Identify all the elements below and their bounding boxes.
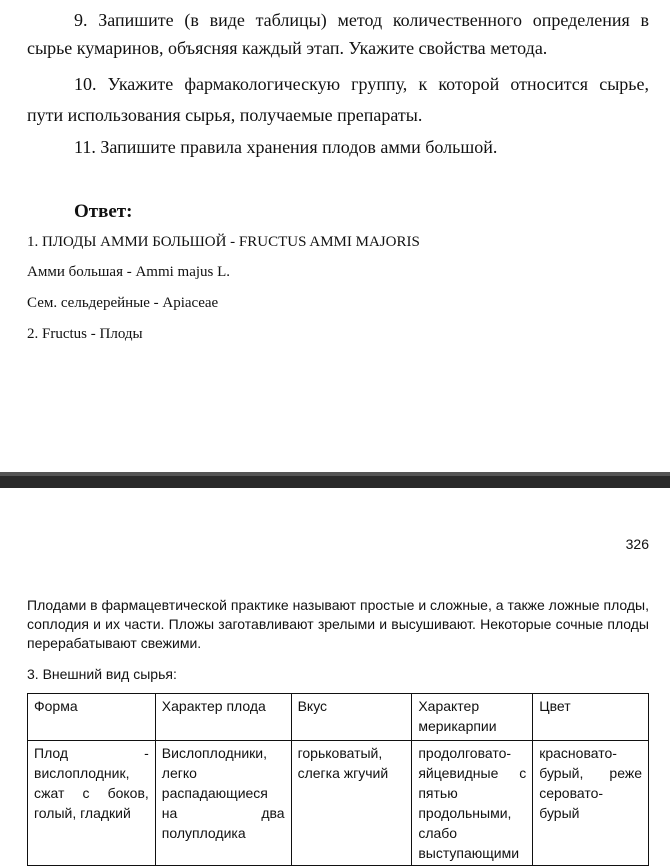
answer-line-2: Амми большая - Ammi majus L. [27, 264, 231, 280]
document-page-bottom [0, 488, 670, 864]
table-header-cell: Вкус [291, 694, 412, 741]
table-cell: красновато-бурый, реже серовато-бурый [533, 741, 649, 866]
question-9-line-2: сырье кумаринов, объясняя каждый этап. Укажите свойства метода. [27, 38, 548, 58]
question-11-line-1: 11. Запишите правила хранения плодов амми большой. [74, 137, 498, 157]
answer-line-4: 2. Fructus - Плоды [27, 326, 143, 342]
table-cell: горьковатый, слегка жгучий [291, 741, 412, 866]
question-10-cont [27, 102, 649, 128]
raw-material-table [27, 693, 649, 866]
question-10-line-2: пути использования сырья, получаемые препараты. [27, 105, 423, 125]
answer-heading: Ответ: [74, 201, 133, 222]
table-cell: Плод - вислоплодник, сжат с боков, голый, гладкий [28, 741, 156, 866]
section-heading: 3. Внешний вид сырья: [27, 666, 177, 682]
table-cell: Вислоплодники, легко распадающиеся на два полуплодика [155, 741, 291, 866]
table-header-cell: Характер мерикарпии [412, 694, 533, 741]
question-11 [27, 134, 649, 160]
table-cell: продолговато-яйцевидные с пятью продольными, слабо выступающими [412, 741, 533, 866]
table-header-row [28, 694, 649, 741]
question-10-line-1: 10. Укажите фармакологическую группу, к которой относится сырье, [74, 74, 649, 94]
question-9-line-1: 9. Запишите (в виде таблицы) метод количественного определения в [74, 10, 649, 30]
answer-line-1: 1. ПЛОДЫ АММИ БОЛЬШОЙ - FRUCTUS AMMI MAJORIS [27, 234, 420, 250]
intro-paragraph: Плодами в фармацевтической практике называют простые и сложные, а также ложные плоды, соплодия и их части. Пложы заготавливают зрелыми и высушивают. Некоторые сочные плоды перерабатывают свежими. [27, 597, 649, 651]
table-row [28, 741, 649, 866]
question-9-cont [27, 35, 649, 61]
answer-line-3: Сем. сельдерейные - Apiaceae [27, 295, 219, 311]
table-header-cell: Характер плода [155, 694, 291, 741]
table-header-cell: Форма [28, 694, 156, 741]
table-header-cell: Цвет [533, 694, 649, 741]
page-separator [0, 472, 670, 488]
page-number: 326 [625, 536, 649, 552]
